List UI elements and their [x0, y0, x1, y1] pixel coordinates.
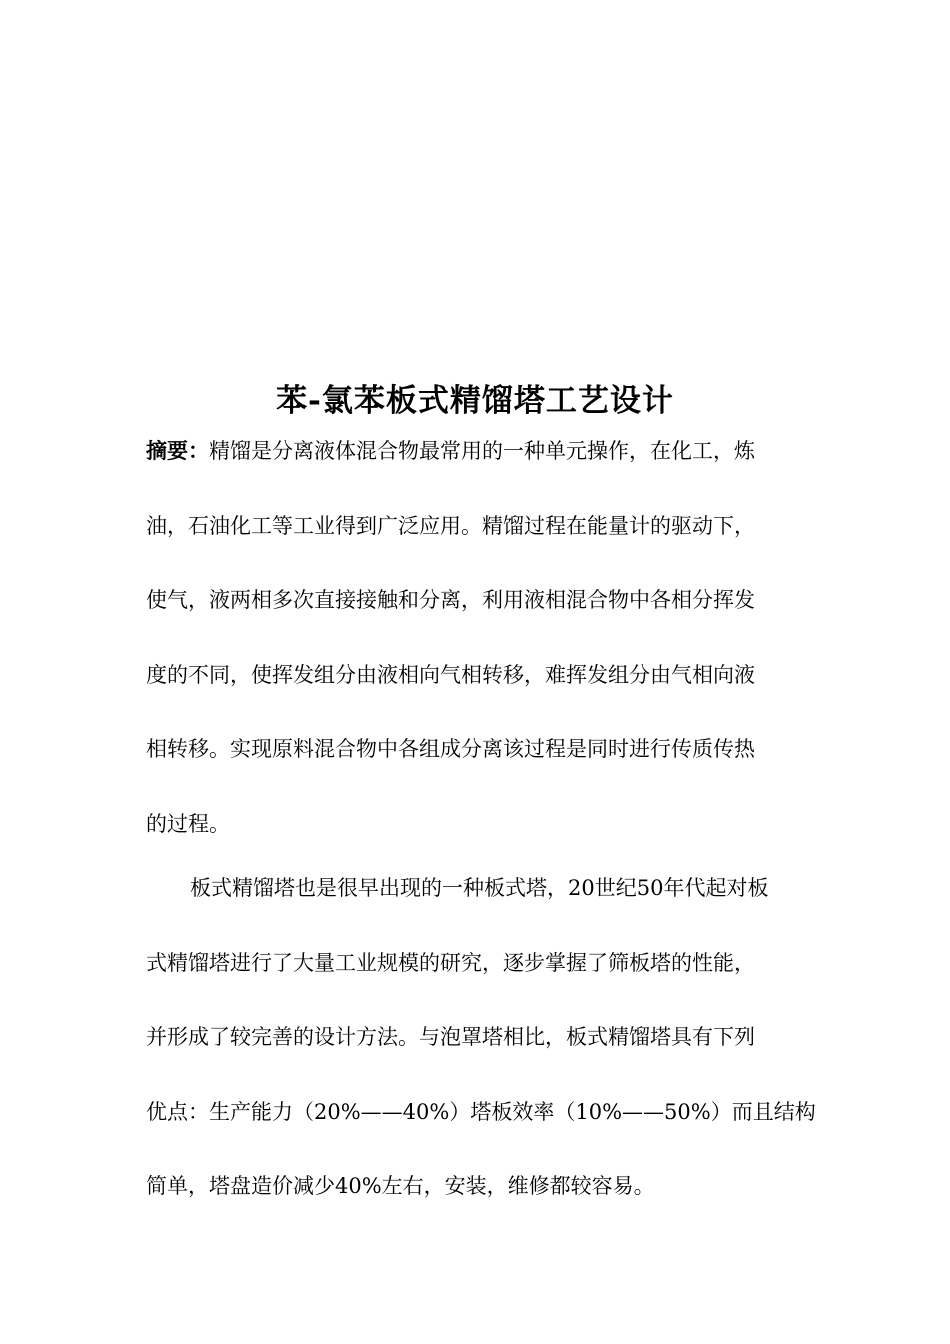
paragraph-line: 板式精馏塔也是很早出现的一种板式塔，20世纪50年代起对板	[190, 876, 769, 900]
document-title: 苯-氯苯板式精馏塔工艺设计	[276, 383, 674, 419]
abstract-line: 度的不同，使挥发组分由液相向气相转移，难挥发组分由气相向液	[146, 663, 755, 687]
abstract-line: 相转移。实现原料混合物中各组成分离该过程是同时进行传质传热	[146, 737, 755, 761]
abstract-line: 油，石油化工等工业得到广泛应用。精馏过程在能量计的驱动下，	[146, 514, 755, 538]
paragraph-line: 式精馏塔进行了大量工业规模的研究，逐步掌握了筛板塔的性能，	[146, 951, 755, 975]
paragraph-line: 简单，塔盘造价减少40%左右，安装，维修都较容易。	[146, 1174, 655, 1198]
abstract-label: 摘要：	[146, 438, 209, 463]
abstract-text: 精馏是分离液体混合物最常用的一种单元操作，在化工，炼	[209, 439, 755, 463]
paragraph-line: 并形成了较完善的设计方法。与泡罩塔相比，板式精馏塔具有下列	[146, 1025, 755, 1049]
abstract-line: 的过程。	[146, 812, 230, 836]
paragraph-line: 优点：生产能力（20%——40%）塔板效率（10%——50%）而且结构	[146, 1100, 816, 1124]
abstract-line	[146, 436, 755, 466]
abstract-line: 使气，液两相多次直接接触和分离，利用液相混合物中各相分挥发	[146, 588, 755, 612]
